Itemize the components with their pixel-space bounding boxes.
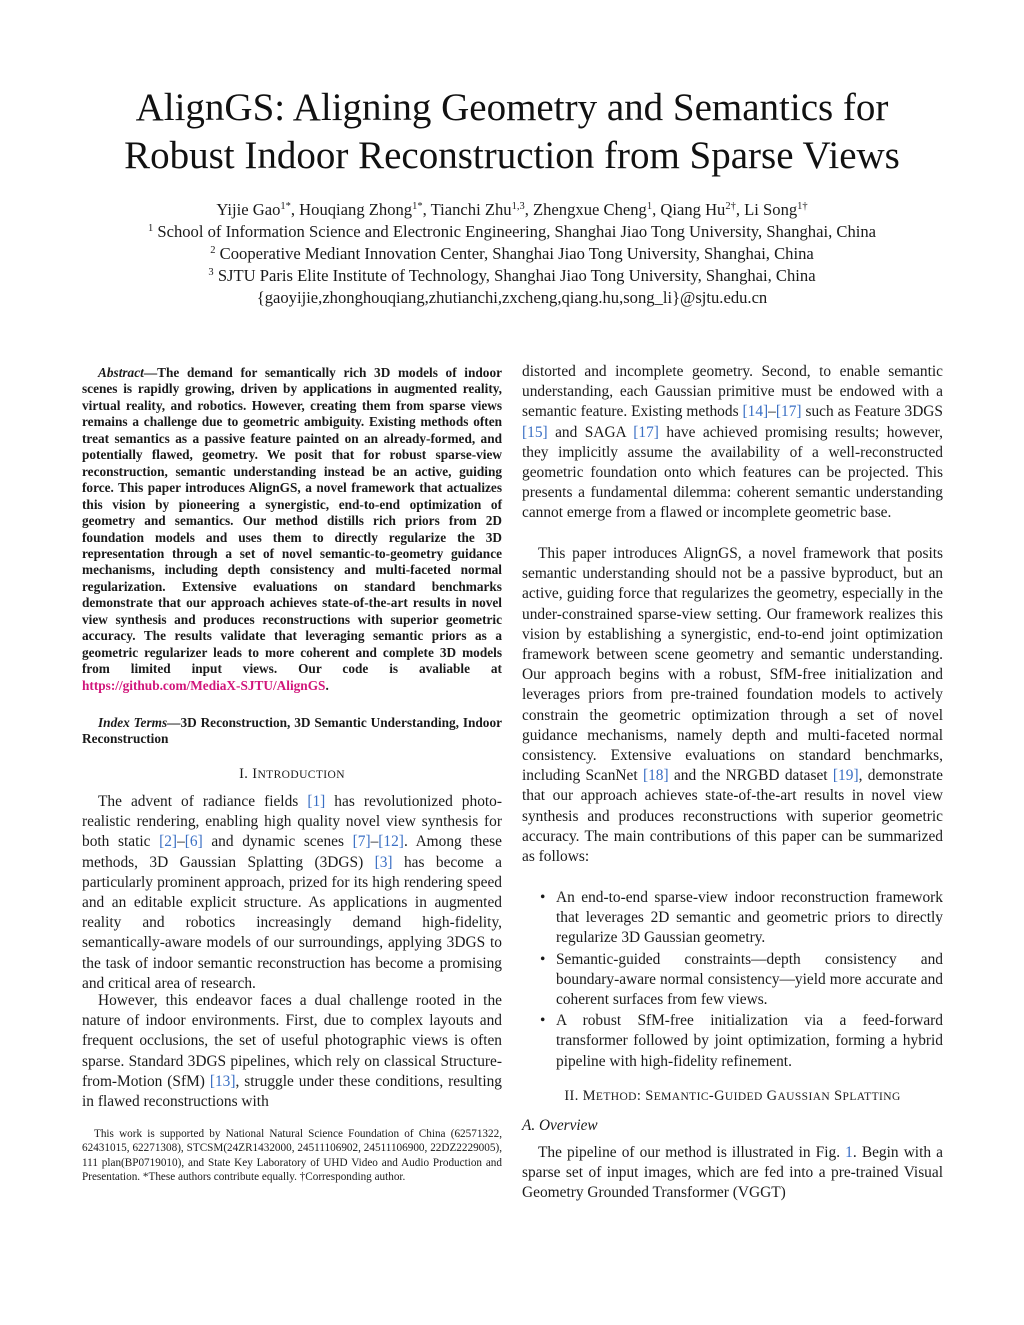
section-heading-introduction: I. INTRODUCTION [239,766,345,782]
citation-link[interactable]: [17] [633,423,659,441]
author-affil-sup: 1* [280,201,291,212]
section-heading-method: II. METHOD: SEMANTIC-GUIDED GAUSSIAN SPLATTING [564,1088,901,1104]
title-line-1: AlignGS: Aligning Geometry and Semantics for [135,86,889,129]
list-item: • Semantic-guided constraints—depth consistency and boundary-aware normal consistency—yield more accurate and coherent surfaces from few views. [540,950,943,1009]
author-list: Yijie Gao$^{1*}$, Houqiang Zhong$^{1*}$, Tianchi Zhu$^{1,3}$, Zhengxue Cheng$^1$, Qiang $Hu^{2\dagger}$, Li Song$^{1\dagger}$ [216,200,808,219]
affiliation-line [80,243,944,265]
list-item: • A robust SfM-free initialization via a feed-forward transformer followed by joint optimization, forming a hybrid pipeline with high-fidelity refinement. [540,1012,943,1070]
title-line-2: Robust Indoor Reconstruction from Sparse Views [124,134,900,177]
affiliation-number: 1 [147,223,154,234]
citation-link[interactable]: [15] [522,423,548,441]
author-affil-sup: 1† [797,201,808,212]
citation-link[interactable]: [1] [307,793,326,810]
abstract-text: —The demand for semantically rich 3D models of indoor scenes is rapidly growing, driven by applications in augmented reality, virtual reality, and robotics. However, creating them from sparse views remains a challenge due to geometric ambiguity. Existing methods often treat semantics as a passive feature painted on an already-formed, and potentially flawed, geometry. We posit that for robust sparse-view reconstruction, semantic understanding instead be an active, guiding force. This paper introduces AlignGS, a novel framework that actualizes this vision by pioneering a synergistic, end-to-end optimization of geometry and semantics. Our method distills rich priors from 2D foundation models and uses them to directly regularize the 3D representation through a set of novel semantic-to-geometry guidance mechanisms, including depth consistency and multi-faceted normal regularization. Extensive evaluations on standard benchmarks demonstrate that our approach achieves state-of-the-art results in novel view synthesis and produces reconstructions with superior geometric accuracy. The results validate that leveraging semantic priors as a geometric regularizer leads to more coherent and complete 3D models from limited input views. Our code is avaliable at [82,365,502,677]
citation-link[interactable]: [19] [832,767,859,785]
citation-link[interactable]: [7] [352,833,371,851]
figure-reference-link[interactable]: 1 [845,1144,853,1161]
citation-link[interactable]: [14] [742,403,769,421]
code-repository-link[interactable]: https://github.com/MediaX-SJTU/AlignGS [82,677,326,693]
author-name: Li Song [744,200,798,219]
abstract-end: . [325,677,329,693]
intro-paragraph-4: This paper introduces AlignGS, a novel framework that posits semantic understanding should not be a passive byproduct, but an active, guiding force that regularizes the geometry, especially in the under-constrained sparse-view setting. Our framework realizes this vision by establishing a synergistic, end-to-end joint optimization framework between scene geometry and semantic understanding. Our approach begins with a robust, SfM-free initialization and leverages priors from pre-trained foundation models to actively constrain the geometric optimization through a set of novel guidance mechanisms, namely depth and multi-faceted normal consistency. Extensive evaluations on standard benchmarks, including ScanNet [18] and the NRGBD dataset [19], demonstrate that our approach achieves state-of-the-art results in novel view synthesis and produces reconstructions with superior geometric accuracy. The main contributions of this paper can be summarized as follows: [522,545,943,866]
affiliation-text: Cooperative Mediant Innovation Center, Shanghai Jiao Tong University, Shanghai, China [219,244,814,263]
contributions-list [540,888,943,1073]
abstract [82,365,502,694]
author-name: Qiang Hu [660,200,726,219]
author-affil-sup: 2† [725,201,736,212]
bullet-icon: • [540,1012,546,1030]
citation-link[interactable]: [18] [642,767,669,785]
author-block [80,199,944,309]
affiliation-number: 3 [208,267,214,278]
arxiv-identifier-stamp [14,378,64,958]
author-name: Yijie Gao [216,200,281,219]
subsection-heading-overview: A. Overview [522,1117,598,1134]
arxiv-stamp-svg [14,378,64,958]
citation-link[interactable]: [6] [184,833,203,851]
author-name: Tianchi Zhu [430,200,512,219]
affiliation-text: School of Information Science and Electronic Engineering, Shanghai Jiao Tong University, Shanghai, China [157,222,877,241]
author-name: Houqiang Zhong [299,200,413,219]
abstract-label: Abstract [98,365,144,380]
intro-paragraph-1: The advent of radiance fields [1] has revolutionized photo-realistic rendering, enabling high quality novel view synthesis for both static [2]–[6] and dynamic scenes [7]–[12]. Among these methods, 3D Gaussian Splatting (3DGS) [3] has become a particularly prominent approach, prized for its high rendering speed and an editable explicit structure. As applications in augmented reality and robotics increasingly demand high-fidelity, semantically-aware models of our surroundings, applying 3DGS to the task of indoor semantic reconstruction has become a promising and critical area of research. [82,793,502,992]
intro-paragraph-2: However, this endeavor faces a dual challenge rooted in the nature of indoor environments. First, due to complex layouts and frequent occlusions, the set of useful photographic views is often sparse. Standard 3DGS pipelines, which rely on classical Structure-from-Motion (SfM) [13], struggle under these conditions, resulting in flawed reconstructions with [82,992,502,1111]
index-terms-text: —3D Reconstruction, 3D Semantic Understanding, Indoor Reconstruction [82,715,502,747]
citation-link[interactable]: [3] [374,853,393,871]
citation-link[interactable]: [17] [775,403,802,421]
intro-paragraph-3: distorted and incomplete geometry. Second, to enable semantic understanding, each Gaussian primitive must be endowed with a semantic feature. Existing methods [14]–[17] such as Feature 3DGS [15] and SAGA [17] have achieved promising results; however, they implicitly assume the availability of a well-reconstructed geometric foundation onto which features can be projected. This presents a fundamental dilemma: coherent semantic understanding cannot emerge from a flawed or incomplete geometric base. [522,363,943,522]
list-item: • An end-to-end sparse-view indoor reconstruction framework that leverages 2D semantic and geometric priors to directly regularize 3D Gaussian geometry. [540,889,943,947]
overview-paragraph: The pipeline of our method is illustrated in Fig. 1. Begin with a sparse set of input images, which are fed into a pre-trained Visual Geometry Grounded Transformer (VGGT) [522,1144,943,1202]
citation-link[interactable]: [2] [159,833,178,851]
author-affil-sup: 1,3 [511,201,525,212]
author-affil-sup: 1 [646,201,653,212]
index-terms-label: Index Terms [98,715,168,730]
affiliation-line [80,265,944,287]
author-name: Zhengxue Cheng [533,200,647,219]
index-terms [82,715,502,748]
paper-title [80,84,944,180]
citation-link[interactable]: [13] [209,1072,236,1090]
author-emails: {gaoyijie,zhonghouqiang,zhutianchi,zxcheng,qiang.hu,song_li}@sjtu.edu.cn [256,288,768,307]
citation-link[interactable]: [12] [378,833,404,851]
funding-footnote: This work is supported by National Natural Science Foundation of China (62571322, 62431015, 62271308), STCSM(24ZR1432000, 24511106902, 24511106900, 22DZ2229005), 111 plan(BP0719010), and State Key Laboratory of UHD Video and Audio Production and Presentation. *These authors contribute equally. †Corresponding author. [82,1128,502,1183]
bullet-icon: • [540,889,546,906]
affiliation-text: SJTU Paris Elite Institute of Technology, Shanghai Jiao Tong University, Shanghai, China [217,266,816,285]
affiliation-number: 2 [210,245,216,256]
bullet-icon: • [540,950,546,968]
author-affil-sup: 1* [412,201,423,212]
affiliation-line [80,221,944,243]
